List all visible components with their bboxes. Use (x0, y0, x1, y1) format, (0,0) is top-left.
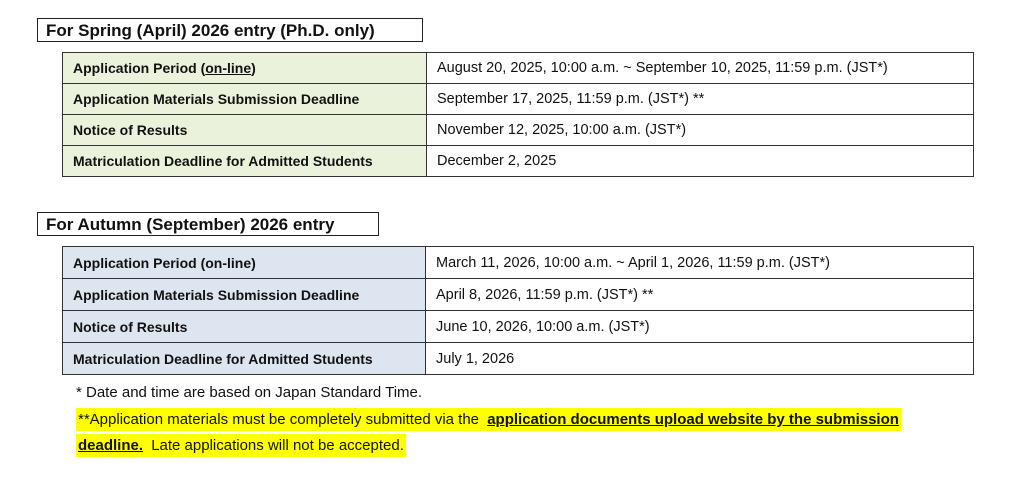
row-value: March 11, 2026, 10:00 a.m. ~ April 1, 2026, 11:59 p.m. (JST*) (426, 247, 974, 279)
autumn-schedule-table (62, 246, 974, 375)
row-label: Matriculation Deadline for Admitted Students (63, 343, 426, 375)
label-text: ) (251, 60, 256, 76)
row-value: August 20, 2025, 10:00 a.m. ~ September 10, 2025, 11:59 p.m. (JST*) (427, 53, 974, 84)
autumn-section-title: For Autumn (September) 2026 entry (37, 212, 379, 236)
submission-warning (76, 407, 1006, 459)
row-label: Application Period (on-line) (63, 247, 426, 279)
table-row (63, 247, 974, 279)
table-row (63, 115, 974, 146)
row-label: Notice of Results (63, 115, 427, 146)
row-label: Matriculation Deadline for Admitted Students (63, 146, 427, 177)
row-value: November 12, 2025, 10:00 a.m. (JST*) (427, 115, 974, 146)
upload-website-link[interactable]: application documents upload website by the submission (485, 408, 901, 431)
warning-text: **Application materials must be completely submitted via the (76, 408, 485, 431)
row-value: June 10, 2026, 10:00 a.m. (JST*) (426, 311, 974, 343)
row-value: April 8, 2026, 11:59 p.m. (JST*) ** (426, 279, 974, 311)
row-value: July 1, 2026 (426, 343, 974, 375)
spring-schedule-table (62, 52, 974, 177)
table-row (63, 311, 974, 343)
row-value: December 2, 2025 (427, 146, 974, 177)
online-link[interactable]: on-line (205, 60, 252, 76)
table-row (63, 343, 974, 375)
upload-website-link-continued[interactable]: deadline. (76, 434, 145, 457)
row-label: Application Materials Submission Deadline (63, 279, 426, 311)
jst-footnote: * Date and time are based on Japan Standard Time. (76, 384, 423, 401)
warning-text-end: Late applications will not be accepted. (145, 434, 406, 457)
table-row (63, 279, 974, 311)
row-label: Notice of Results (63, 311, 426, 343)
table-row (63, 146, 974, 177)
row-label (63, 53, 427, 84)
label-text: Application Period ( (73, 60, 206, 76)
row-label: Application Materials Submission Deadline (63, 84, 427, 115)
spring-section-title: For Spring (April) 2026 entry (Ph.D. only) (37, 18, 423, 42)
table-row (63, 84, 974, 115)
row-value: September 17, 2025, 11:59 p.m. (JST*) ** (427, 84, 974, 115)
table-row (63, 53, 974, 84)
